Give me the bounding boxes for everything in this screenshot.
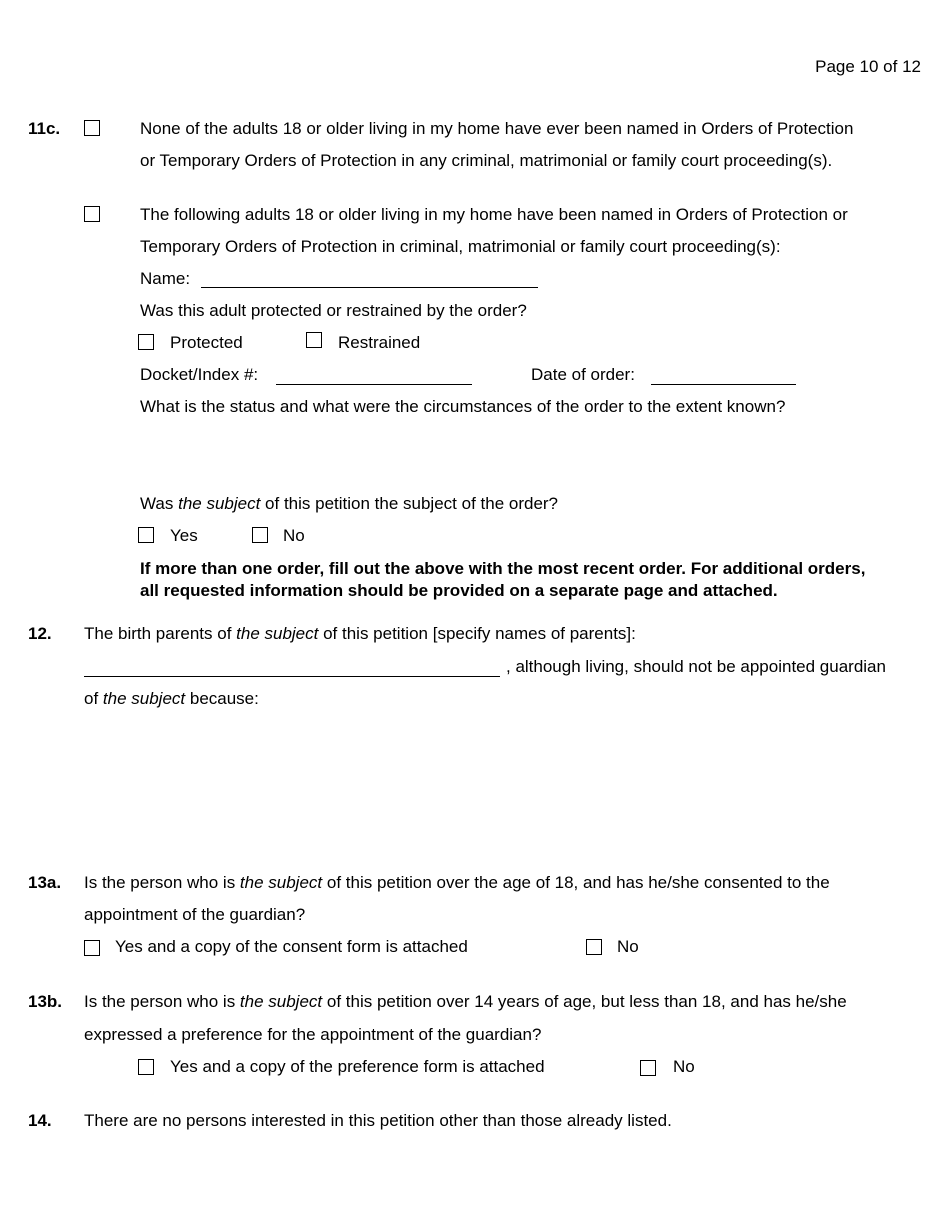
date-field[interactable]: [651, 384, 796, 385]
section-13a-number: 13a.: [28, 873, 62, 892]
restrained-label: Restrained: [338, 333, 421, 352]
no-orders-text-line1: None of the adults 18 or older living in my home have ever been named in Orders of Protection: [140, 119, 854, 138]
note-line1: If more than one order, fill out the above with the most recent order. For additional orders,: [140, 559, 866, 578]
no-orders-text-line2: or Temporary Orders of Protection in any criminal, matrimonial or family court proceeding(s).: [140, 151, 833, 170]
checkbox-orders-named[interactable]: [84, 206, 100, 222]
subject-order-question: Was the subject of this petition the subject of the order?: [140, 494, 559, 513]
checkbox-restrained[interactable]: [306, 332, 322, 348]
checkbox-subject-no[interactable]: [252, 527, 268, 543]
preference-yes-label: Yes and a copy of the preference form is attached: [170, 1057, 545, 1076]
orders-named-text-line1: The following adults 18 or older living in my home have been named in Orders of Protection or: [140, 205, 848, 224]
preference-question-line1: Is the person who is the subject of this petition over 14 years of age, but less than 18, and has he/she: [84, 992, 847, 1011]
consent-no-label: No: [617, 937, 639, 956]
section-14-number: 14.: [28, 1111, 52, 1130]
no-other-persons-text: There are no persons interested in this petition other than those already listed.: [84, 1111, 672, 1130]
consent-question-line2: appointment of the guardian?: [84, 905, 306, 924]
birth-parents-line2: , although living, should not be appointed guardian: [506, 657, 886, 676]
orders-named-text-line2: Temporary Orders of Protection in criminal, matrimonial or family court proceeding(s):: [140, 237, 781, 256]
name-label: Name:: [140, 269, 191, 288]
page-number: Page 10 of 12: [815, 57, 921, 76]
name-field[interactable]: [201, 287, 538, 288]
preference-no-label: No: [673, 1057, 695, 1076]
consent-yes-label: Yes and a copy of the consent form is attached: [115, 937, 468, 956]
docket-field[interactable]: [276, 384, 472, 385]
section-12-number: 12.: [28, 624, 52, 643]
parents-names-field[interactable]: [84, 676, 500, 677]
checkbox-consent-no[interactable]: [586, 939, 602, 955]
consent-question-line1: Is the person who is the subject of this petition over the age of 18, and has he/she consented to the: [84, 873, 830, 892]
checkbox-consent-yes[interactable]: [84, 940, 100, 956]
section-11c-number: 11c.: [28, 119, 61, 138]
docket-label: Docket/Index #:: [140, 365, 259, 384]
checkbox-preference-no[interactable]: [640, 1060, 656, 1076]
preference-question-line2: expressed a preference for the appointment of the guardian?: [84, 1025, 542, 1044]
section-13b-number: 13b.: [28, 992, 63, 1011]
checkbox-no-orders[interactable]: [84, 120, 100, 136]
status-question: What is the status and what were the circumstances of the order to the extent known?: [140, 397, 786, 416]
note-line2: all requested information should be provided on a separate page and attached.: [140, 581, 778, 600]
checkbox-protected[interactable]: [138, 334, 154, 350]
checkbox-preference-yes[interactable]: [138, 1059, 154, 1075]
birth-parents-line3: of the subject because:: [84, 689, 259, 708]
subject-no-label: No: [283, 526, 305, 545]
protected-label: Protected: [170, 333, 243, 352]
checkbox-subject-yes[interactable]: [138, 527, 154, 543]
subject-yes-label: Yes: [170, 526, 198, 545]
date-label: Date of order:: [531, 365, 635, 384]
protected-question: Was this adult protected or restrained by the order?: [140, 301, 527, 320]
birth-parents-line1: The birth parents of the subject of this petition [specify names of parents]:: [84, 624, 636, 643]
